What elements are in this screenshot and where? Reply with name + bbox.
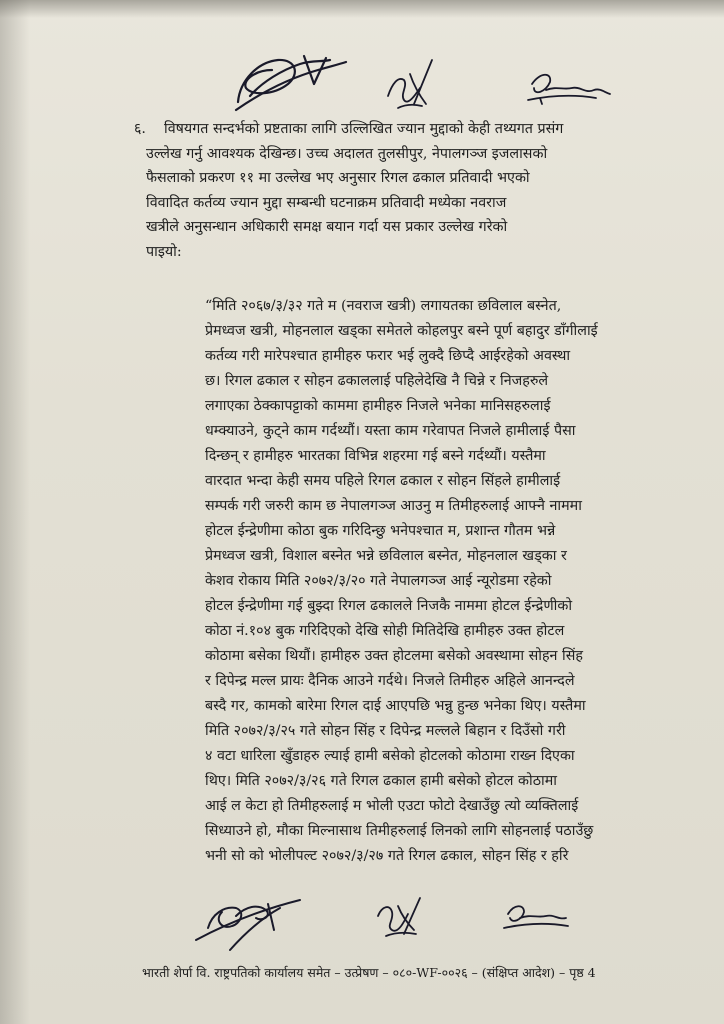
quote-line: “मिति २०६७/३/३२ गते म (नवराज खत्री) लगायतका छविलाल बस्नेत, [205, 298, 562, 314]
quote-line: प्रेमध्वज खत्री, विशाल बस्नेत भन्ने छविलाल बस्नेत, मोहनलाल खड्का र [205, 548, 567, 564]
quote-line: छ। रिगल ढकाल र सोहन ढकाललाई पहिलेदेखि नै चिन्ने र निजहरुले [205, 373, 549, 389]
signature-bottom-3 [504, 906, 568, 928]
quote-line: मिति २०७२/३/२५ गते सोहन सिंह र दिपेन्द्र मल्लले बिहान र दिउँसो गरी [205, 723, 566, 739]
quote-line: सम्पर्क गरी जरुरी काम छ नेपालगञ्ज आउनु म तिमीहरुलाई आफ्नै नाममा [205, 498, 582, 514]
quote-line: बस्दै गर, कामको बारेमा रिगल दाई आएपछि भन्नु हुन्छ भनेका थिए। यस्तैमा [205, 698, 586, 714]
paragraph-number: ६. [134, 121, 146, 137]
quote-line: सिध्याउने हो, मौका मिल्नासाथ तिमीहरुलाई लिनको लागि सोहनलाई पठाउँछु [205, 823, 594, 839]
quote-line: वारदात भन्दा केही समय पहिले रिगल ढकाल र सोहन सिंहले हामीलाई [205, 473, 561, 489]
quote-line: धम्क्याउने, कुट्ने काम गर्दथ्यौं। यस्ता काम गरेवापत निजले हामीलाई पैसा [205, 423, 576, 439]
paragraph-line: विषयगत सन्दर्भको प्रष्टताका लागि उल्लिखित ज्यान मुद्दाको केही तथ्यगत प्रसंग [164, 121, 564, 137]
quote-line: केशव रोकाय मिति २०७२/३/२० गते नेपालगञ्ज आई न्यूरोडमा रहेको [205, 573, 552, 589]
quote-line: थिए। मिति २०७२/३/२६ गते रिगल ढकाल हामी बसेको होटल कोठामा [205, 773, 557, 789]
quote-line: प्रेमध्वज खत्री, मोहनलाल खड्का समेतले कोहलपुर बस्ने पूर्ण बहादुर डाँगीलाई [205, 323, 598, 339]
quote-line: ४ वटा धारिला खुँडाहरु ल्याई हामी बसेको होटलको कोठामा राख्न दिएका [205, 748, 575, 764]
quoted-statement [205, 294, 675, 869]
quote-line: दिन्छन् र हामीहरु भारतका विभिन्न शहरमा गई बस्ने गर्दथ्यौं। यस्तैमा [205, 448, 546, 464]
signature-top-3 [528, 75, 610, 104]
quote-line: कर्तव्य गरी मारेपश्चात हामीहरु फरार भई लुक्दै छिप्दै आईरहेको अवस्था [205, 348, 571, 364]
quote-line: आई ल केटा हो तिमीहरुलाई म भोली एउटा फोटो देखाउँछु त्यो व्यक्तिलाई [205, 798, 579, 814]
signature-bottom-1 [196, 900, 300, 950]
paragraph-line: पाइयो: [146, 243, 182, 260]
quote-line: भनी सो को भोलीपल्ट २०७२/३/२७ गते रिगल ढकाल, सोहन सिंह र हरि [205, 848, 569, 864]
paragraph-line: फैसलाको प्रकरण ११ मा उल्लेख भए अनुसार रिगल ढकाल प्रतिवादी भएको [146, 170, 530, 187]
quote-line: होटल ईन्द्रेणीमा कोठा बुक गरिदिन्छु भनेपश्चात म, प्रशान्त गौतम भन्ने [205, 523, 556, 539]
signature-top-1 [236, 56, 346, 110]
quote-line: र दिपेन्द्र मल्ल प्रायः दैनिक आउने गर्दथे। निजले तिमीहरु अहिले आनन्दले [205, 673, 575, 689]
signature-top-2 [388, 60, 432, 108]
paragraph-6 [134, 117, 674, 265]
paragraph-line: खत्रीले अनुसन्धान अधिकारी समक्ष बयान गर्दा यस प्रकार उल्लेख गरेको [146, 219, 508, 236]
paragraph-line: विवादित कर्तव्य ज्यान मुद्दा सम्बन्धी घटनाक्रम प्रतिवादी मध्येका नवराज [146, 194, 507, 211]
signature-bottom-2 [378, 898, 420, 936]
page-footer: भारती शेर्पा वि. राष्ट्रपतिको कार्यालय समेत – उत्प्रेषण – ०८०-WF-००२६ – (संक्षिप्त आदेश) – पृष्ठ 4 [142, 965, 596, 980]
quote-line: होटल ईन्द्रेणीमा गई बुझ्दा रिगल ढकालले निजकै नाममा होटल ईन्द्रेणीको [205, 598, 573, 614]
quote-line: कोठामा बसेका थियौं। हामीहरु उक्त होटलमा बसेको अवस्थामा सोहन सिंह [205, 648, 583, 664]
quote-line: कोठा नं.१०४ बुक गरिदिएको देखि सोही मितिदेखि हामीहरु उक्त होटल [205, 623, 565, 639]
quote-line: लगाएका ठेक्कापट्टाको काममा हामीहरु निजले भनेका मानिसहरुलाई [205, 398, 551, 414]
paragraph-line: उल्लेख गर्नु आवश्यक देखिन्छ। उच्च अदालत तुलसीपुर, नेपालगञ्ज इजलासको [146, 145, 548, 162]
